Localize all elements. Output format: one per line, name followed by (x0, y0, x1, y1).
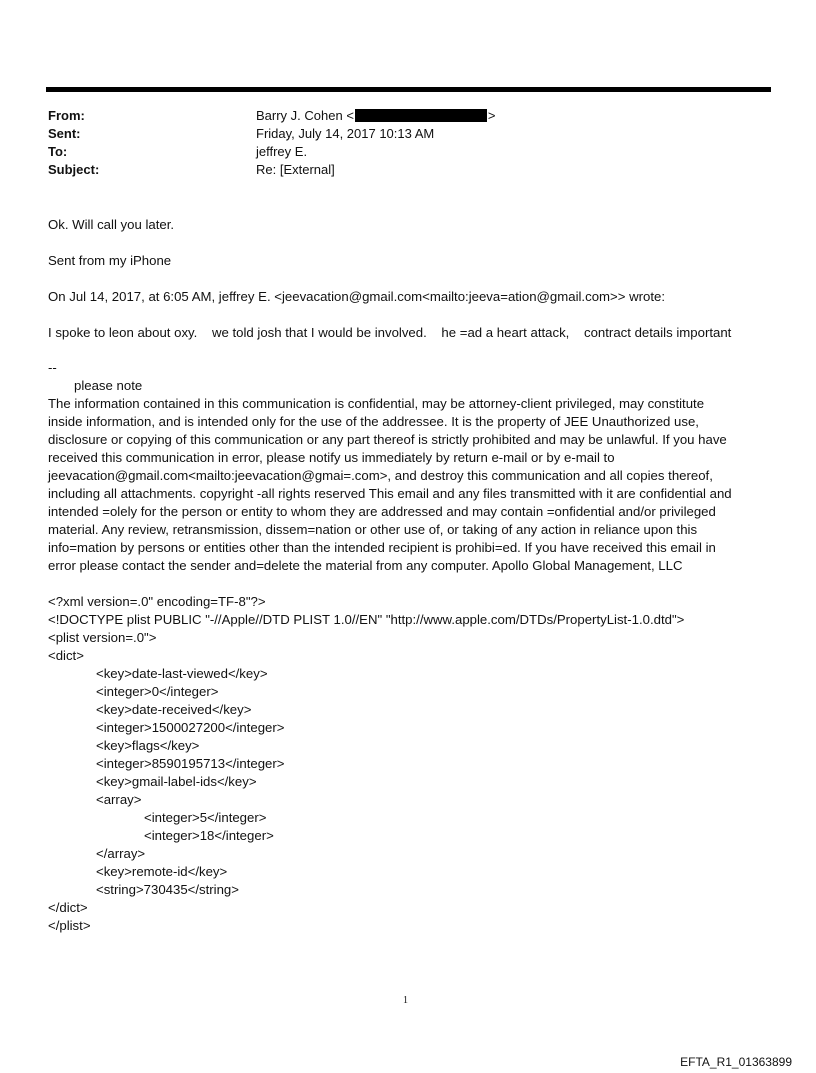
to-label: To: (48, 144, 68, 159)
xml-line: <dict> (48, 648, 84, 663)
from-label: From: (48, 108, 85, 123)
from-name: Barry J. Cohen < (256, 108, 354, 123)
xml-line: <integer>5</integer> (144, 810, 267, 825)
xml-line: <key>date-last-viewed</key> (96, 666, 268, 681)
sent-value: Friday, July 14, 2017 10:13 AM (256, 126, 435, 141)
xml-line: </dict> (48, 900, 88, 915)
xml-line: </array> (96, 846, 146, 861)
quote-intro: On Jul 14, 2017, at 6:05 AM, jeffrey E. <jeevacation@gmail.com<mailto:jeeva=ation@gmail.com>> wrote: (48, 289, 665, 304)
signature-text: Sent from my iPhone (48, 253, 172, 268)
xml-line: <key>date-received</key> (96, 702, 252, 717)
xml-line: </plist> (48, 918, 91, 933)
reply-text: Ok. Will call you later. (48, 217, 175, 232)
subject-label: Subject: (48, 162, 100, 177)
xml-line: <integer>8590195713</integer> (96, 756, 285, 771)
xml-line: <key>flags</key> (96, 738, 200, 753)
page-number: 1 (403, 995, 408, 1006)
xml-line: <plist version=.0"> (48, 630, 157, 645)
disclaimer-line: error please contact the sender and=delete the material from any computer. Apollo Global Management, LLC (48, 558, 683, 573)
xml-line: <string>730435</string> (96, 882, 239, 897)
xml-line: <integer>18</integer> (144, 828, 274, 843)
xml-line: <integer>1500027200</integer> (96, 720, 285, 735)
xml-line: <key>gmail-label-ids</key> (96, 774, 257, 789)
disclaimer-line: including all attachments. copyright -all rights reserved This email and any files transmitted with it are confidential and (48, 486, 732, 501)
disclaimer-line: intended =olely for the person or entity to whom they are addressed and may contain =onfidential and/or privileged (48, 504, 716, 519)
xml-line: <!DOCTYPE plist PUBLIC "-//Apple//DTD PLIST 1.0//EN" "http://www.apple.com/DTDs/PropertyList-1.0.dtd"> (48, 612, 685, 627)
subject-value: Re: [External] (256, 162, 335, 177)
redaction-bar (355, 109, 487, 122)
disclaimer-line: The information contained in this communication is confidential, may be attorney-client privileged, may constitute (48, 396, 705, 411)
sent-label: Sent: (48, 126, 81, 141)
signature-separator: -- (48, 360, 57, 375)
xml-line: <key>remote-id</key> (96, 864, 228, 879)
from-value (256, 108, 496, 123)
xml-line: <?xml version=.0" encoding=TF-8"?> (48, 594, 266, 609)
please-note: please note (74, 378, 143, 393)
disclaimer-line: received this communication in error, please notify us immediately by return e-mail or by e-mail to (48, 450, 615, 465)
to-value: jeffrey E. (256, 144, 308, 159)
plist-xml-block (48, 593, 684, 935)
document-id: EFTA_R1_01363899 (680, 1055, 792, 1069)
header-rule (46, 87, 771, 92)
xml-line: <integer>0</integer> (96, 684, 219, 699)
xml-line: <array> (96, 792, 142, 807)
disclaimer-line: jeevacation@gmail.com<mailto:jeevacation@gmai=.com>, and destroy this communication and all copies thereof, (48, 468, 713, 483)
disclaimer-line: material. Any review, retransmission, dissem=nation or other use of, or taking of any action in reliance upon this (48, 522, 698, 537)
disclaimer-line: info=mation by persons or entities other than the intended recipient is prohibi=ed. If you have received this email in (48, 540, 716, 555)
from-suffix: > (487, 108, 496, 123)
disclaimer-line: inside information, and is intended only for the use of the addressee. It is the property of JEE Unauthorized use, (48, 414, 699, 429)
quoted-message: I spoke to leon about oxy. we told josh that I would be involved. he =ad a heart attack, contract details important (48, 325, 732, 340)
disclaimer-block (48, 395, 768, 575)
disclaimer-line: disclosure or copying of this communication or any part thereof is strictly prohibited and may be unlawful. If you have (48, 432, 727, 447)
